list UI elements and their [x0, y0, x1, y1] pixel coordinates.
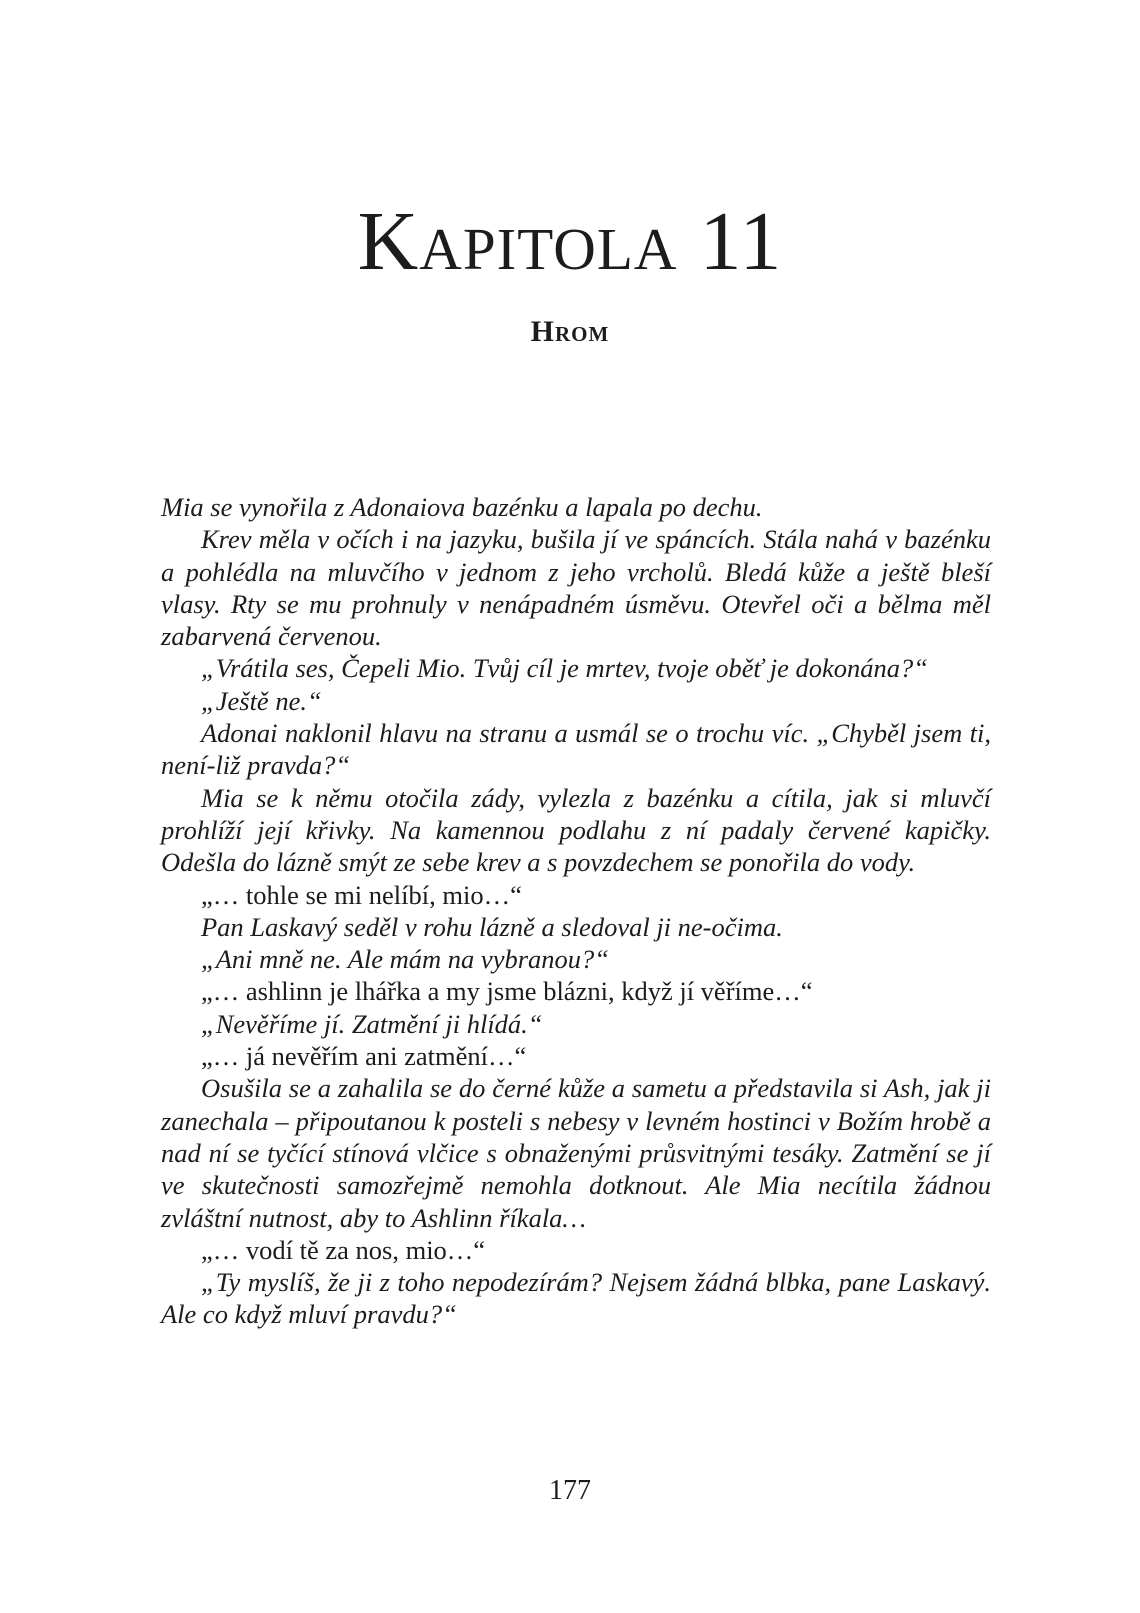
paragraph: Mia se vynořila z Adonaiova bazénku a lapala po dechu.	[161, 492, 763, 522]
dialogue-line: „Vrátila ses, Čepeli Mio. Tvůj cíl je mrtev, tvoje oběť je dokonána?“	[201, 653, 928, 684]
chapter-subtitle: Hrom	[530, 315, 610, 348]
chapter-body	[161, 491, 991, 1331]
page-number: 177	[549, 1475, 591, 1506]
dialogue-line: „Ještě ne.“	[201, 685, 322, 716]
dialogue-line: „Nevěříme jí. Zatmění ji hlídá.“	[201, 1008, 543, 1039]
paragraph: Pan Laskavý seděl v rohu lázně a sledoval ji ne-očima.	[201, 911, 783, 942]
shadow-dialogue-line: „… tohle se mi nelíbí, mio…“	[201, 879, 522, 910]
dialogue-line: „Ani mně ne. Ale mám na vybranou?“	[201, 944, 610, 975]
shadow-dialogue-line: „… vodí tě za nos, mio…“	[201, 1234, 486, 1265]
shadow-dialogue-line: „… já nevěřím ani zatmění…“	[201, 1041, 527, 1072]
paragraph: Krev měla v očích i na jazyku, bušila jí ve spáncích. Stála nahá v bazénku a pohlédla na mluvčího v jednom z jeho vrcholů. Bledá kůže a ještě bleší vlasy. Rty se mu prohnuly v nenápadném úsměvu. Otevřel oči a bělma měl zabarvená červenou.	[161, 524, 991, 652]
dialogue-line: „Ty myslíš, že ji z toho nepodezírám? Nejsem žádná blbka, pane Laskavý. Ale co když mluví pravdu?“	[161, 1267, 991, 1330]
paragraph: Osušila se a zahalila se do černé kůže a sametu a představila si Ash, jak ji zanechala – připoutanou k posteli s nebesy v levném hostinci v Božím hrobě a nad ní se tyčící stínová vlčice s obnaženými průsvitnými tesáky. Zatmění se jí ve skutečnosti samozřejmě nemohla dotknout. Ale Mia necítila žádnou zvláštní nutnost, aby to Ashlinn říkala…	[161, 1073, 991, 1233]
shadow-dialogue-line: „… ashlinn je lhářka a my jsme blázni, když jí věříme…“	[201, 976, 813, 1007]
chapter-title: Kapitola 11	[357, 195, 783, 288]
paragraph: Mia se k němu otočila zády, vylezla z bazénku a cítila, jak si mluvčí prohlíží její křivky. Na kamennou podlahu z ní padaly červené kapičky. Odešla do lázně smýt ze sebe krev a s povzdechem se ponořila do vody.	[161, 782, 991, 878]
paragraph: Adonai naklonil hlavu na stranu a usmál se o trochu víc. „Chyběl jsem ti, není-liž pravda?“	[161, 718, 991, 781]
